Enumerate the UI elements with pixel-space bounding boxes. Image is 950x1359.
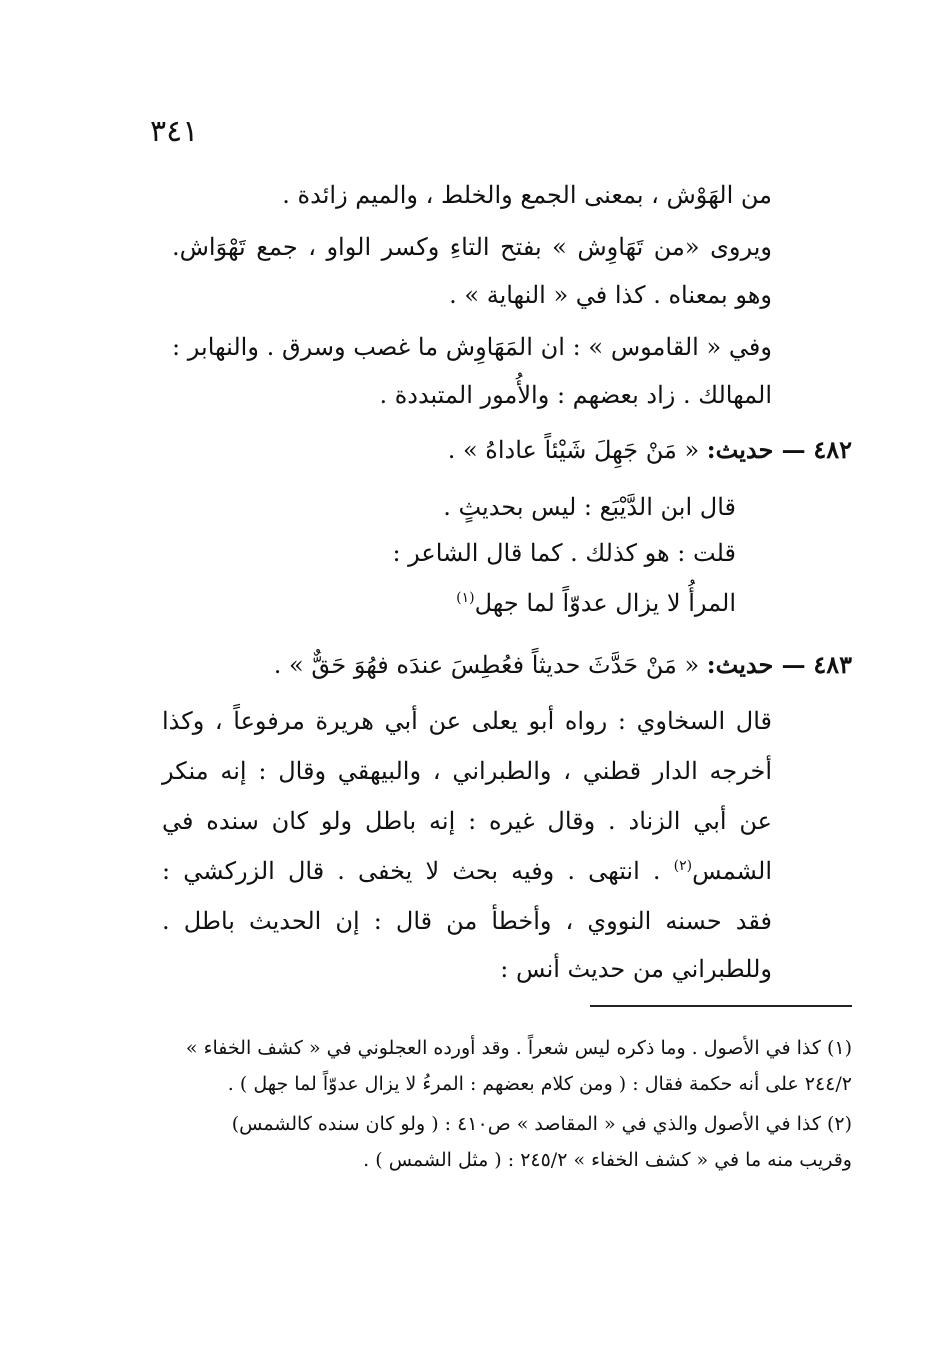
text-line: المهالك . زاد بعضهم : والأُمور المتبددة . xyxy=(379,381,772,409)
text-line: عن أبي الزناد . وقال غيره : إنه باطل ولو كان سنده في xyxy=(162,807,772,835)
footnote-ref-1: (١) xyxy=(456,590,475,606)
text-line: أخرجه الدار قطني ، والطبراني ، والبيهقي وقال : إنه منكر xyxy=(162,757,772,785)
hadith-label: — حديث: xyxy=(706,650,806,679)
text-line: قال ابن الدَّيْبَع : ليس بحديثٍ . xyxy=(443,493,736,521)
hadith-label: — حديث: xyxy=(706,435,806,464)
footnote-divider xyxy=(590,1005,852,1007)
page-number: ٣٤١ xyxy=(150,114,199,149)
footnote-line: (٢) كذا في الأصول والذي في « المقاصد » ص٤١٠ : ( ولو كان سنده كالشمس) xyxy=(231,1113,852,1135)
text-line: قال السخاوي : رواه أبو يعلى عن أبي هريرة مرفوعاً ، وكذا xyxy=(162,707,772,735)
hadith-text: « مَنْ جَهِلَ شَيْئاً عاداهُ » . xyxy=(447,436,700,464)
hadith-heading xyxy=(274,640,852,690)
text-line: فقد حسنه النووي ، وأخطأ من قال : إن الحديث باطل . xyxy=(162,907,772,935)
text-line: وفي « القاموس » : ان المَهَاوِش ما غصب وسرق . والنهابر : xyxy=(172,333,772,361)
footnote-line: ٢٤٤/٢ على أنه حكمة فقال : ( ومن كلام بعضهم : المرءُ لا يزال عدوّاً لما جهل ) . xyxy=(227,1073,852,1095)
hadith-number: ٤٨٣ xyxy=(813,650,852,679)
verse-text: المرأُ لا يزال عدوّاً لما جهل xyxy=(474,589,736,617)
text-fragment: . انتهى . وفيه بحث لا يخفى . قال الزركشي : xyxy=(162,857,661,885)
text-line: من الهَوْش ، بمعنى الجمع والخلط ، والميم زائدة . xyxy=(282,181,772,209)
footnote-line: (١) كذا في الأصول . وما ذكره ليس شعراً . وقد أورده العجلوني في « كشف الخفاء » xyxy=(185,1037,852,1059)
hadith-heading xyxy=(448,425,852,475)
text-line: قلت : هو كذلك . كما قال الشاعر : xyxy=(392,539,736,567)
footnote-ref-2: (٢) xyxy=(673,858,693,874)
hadith-text: « مَنْ حَدَّثَ حديثاً فعُطِسَ عندَه فهُوَ حَقٌّ » . xyxy=(273,651,700,679)
text-fragment: الشمس xyxy=(692,857,772,885)
hadith-number: ٤٨٢ xyxy=(813,435,852,464)
text-line: وللطبراني من حديث أنس : xyxy=(500,955,772,983)
text-line xyxy=(162,846,772,896)
footnote-line: وقريب منه ما في « كشف الخفاء » ٢٤٥/٢ : ( مثل الشمس ) . xyxy=(363,1149,852,1171)
text-line: ويروى «من تَهَاوِش » بفتح التاءِ وكسر الواو ، جمع تَهْوَاش. xyxy=(172,233,772,261)
verse-line xyxy=(456,578,736,628)
text-line: وهو بمعناه . كذا في « النهاية » . xyxy=(449,281,772,309)
